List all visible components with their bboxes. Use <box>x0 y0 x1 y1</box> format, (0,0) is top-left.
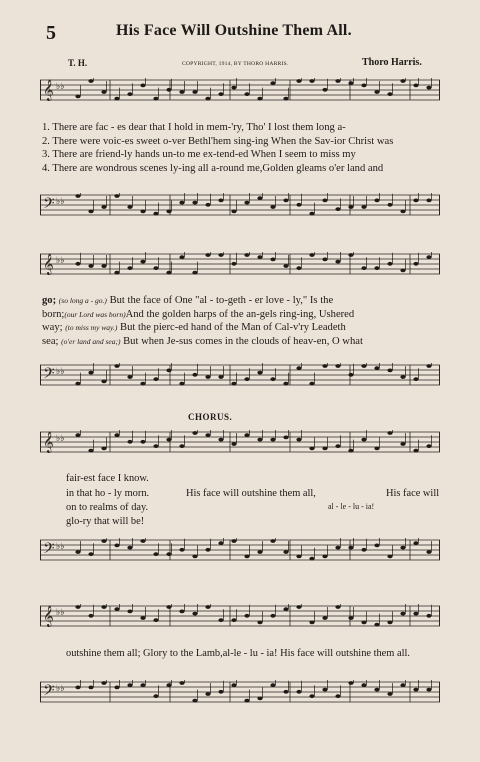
composer-name: Thoro Harris. <box>362 57 422 68</box>
svg-text:♭♭: ♭♭ <box>56 607 65 617</box>
chorus-line: al - le - lu - ia! <box>328 502 375 511</box>
bass-staff-2 <box>40 363 440 387</box>
hymn-title: His Face Will Outshine Them All. <box>116 22 352 39</box>
verse-block-2 <box>42 294 363 348</box>
svg-text:𝄢: 𝄢 <box>43 365 55 385</box>
verse-line: glo-ry that will be! <box>66 516 145 527</box>
svg-text:♭♭: ♭♭ <box>56 433 65 443</box>
verse-line: on to realms of day. <box>66 502 149 513</box>
verse-line: 4. There are wondrous scenes ly-ing all a-round me,Golden gleams o'er land and <box>42 162 384 174</box>
copyright-notice: COPYRIGHT, 1914, BY THORO HARRIS. <box>182 61 289 67</box>
verse-line: 1. There are fac - es dear that I hold in mem-'ry, Tho' I lost them long a- <box>42 122 346 133</box>
treble-staff-3 <box>40 430 440 454</box>
verse-line: in that ho - ly morn. <box>66 488 150 499</box>
svg-text:♭♭: ♭♭ <box>56 683 65 693</box>
svg-text:𝄞: 𝄞 <box>43 606 54 626</box>
treble-staff-2 <box>40 252 440 276</box>
verse-line: fair-est face I know. <box>66 473 149 484</box>
svg-text:♭♭: ♭♭ <box>56 541 65 551</box>
svg-text:𝄢: 𝄢 <box>43 195 55 215</box>
treble-staff-1 <box>40 78 440 102</box>
verse-line: go; (so long a - go.) But the face of One "al - to-geth - er love - ly," Is the <box>42 295 334 306</box>
svg-text:♭♭: ♭♭ <box>56 366 65 376</box>
chorus-line: outshine them all; Glory to the Lamb,al-le - lu - ia! His face will outshine them all. <box>66 648 410 659</box>
verse-line: 2. There were voic-es sweet o-ver Bethl'hem sing-ing When the Sav-ior Christ was <box>42 135 394 147</box>
chorus-line: His face will outshine them all, <box>186 488 316 499</box>
svg-text:𝄞: 𝄞 <box>43 254 54 274</box>
svg-text:𝄢: 𝄢 <box>43 540 55 560</box>
chorus-line: His face will <box>386 488 440 499</box>
verse-line: way; (to miss my way.) But the pierc-ed hand of the Man of Cal-v'ry Leadeth <box>42 322 346 333</box>
svg-text:𝄞: 𝄞 <box>43 80 54 100</box>
bass-staff-4 <box>40 680 440 704</box>
verse-line: born;(our Lord was born)And the golden harps of the an-gels ring-ing, Ushered <box>42 308 355 320</box>
author-initials: T. H. <box>68 58 88 68</box>
svg-text:𝄢: 𝄢 <box>43 682 55 702</box>
svg-text:♭♭: ♭♭ <box>56 196 65 206</box>
verse-block-1 <box>42 121 393 175</box>
svg-text:♭♭: ♭♭ <box>56 81 65 91</box>
chorus-label: CHORUS. <box>188 412 233 422</box>
page-number: 5 <box>46 22 56 44</box>
verse-line: sea; (o'er land and sea;) But when Je-sus comes in the clouds of heav-en, O what <box>42 335 363 347</box>
bass-staff-1 <box>40 193 440 217</box>
treble-staff-4 <box>40 604 440 628</box>
svg-text:𝄞: 𝄞 <box>43 432 54 452</box>
bass-staff-3 <box>40 538 440 562</box>
svg-text:♭♭: ♭♭ <box>56 255 65 265</box>
verse-line: 3. There are friend-ly hands un-to me ex-tend-ed When I seem to miss my <box>42 149 356 160</box>
